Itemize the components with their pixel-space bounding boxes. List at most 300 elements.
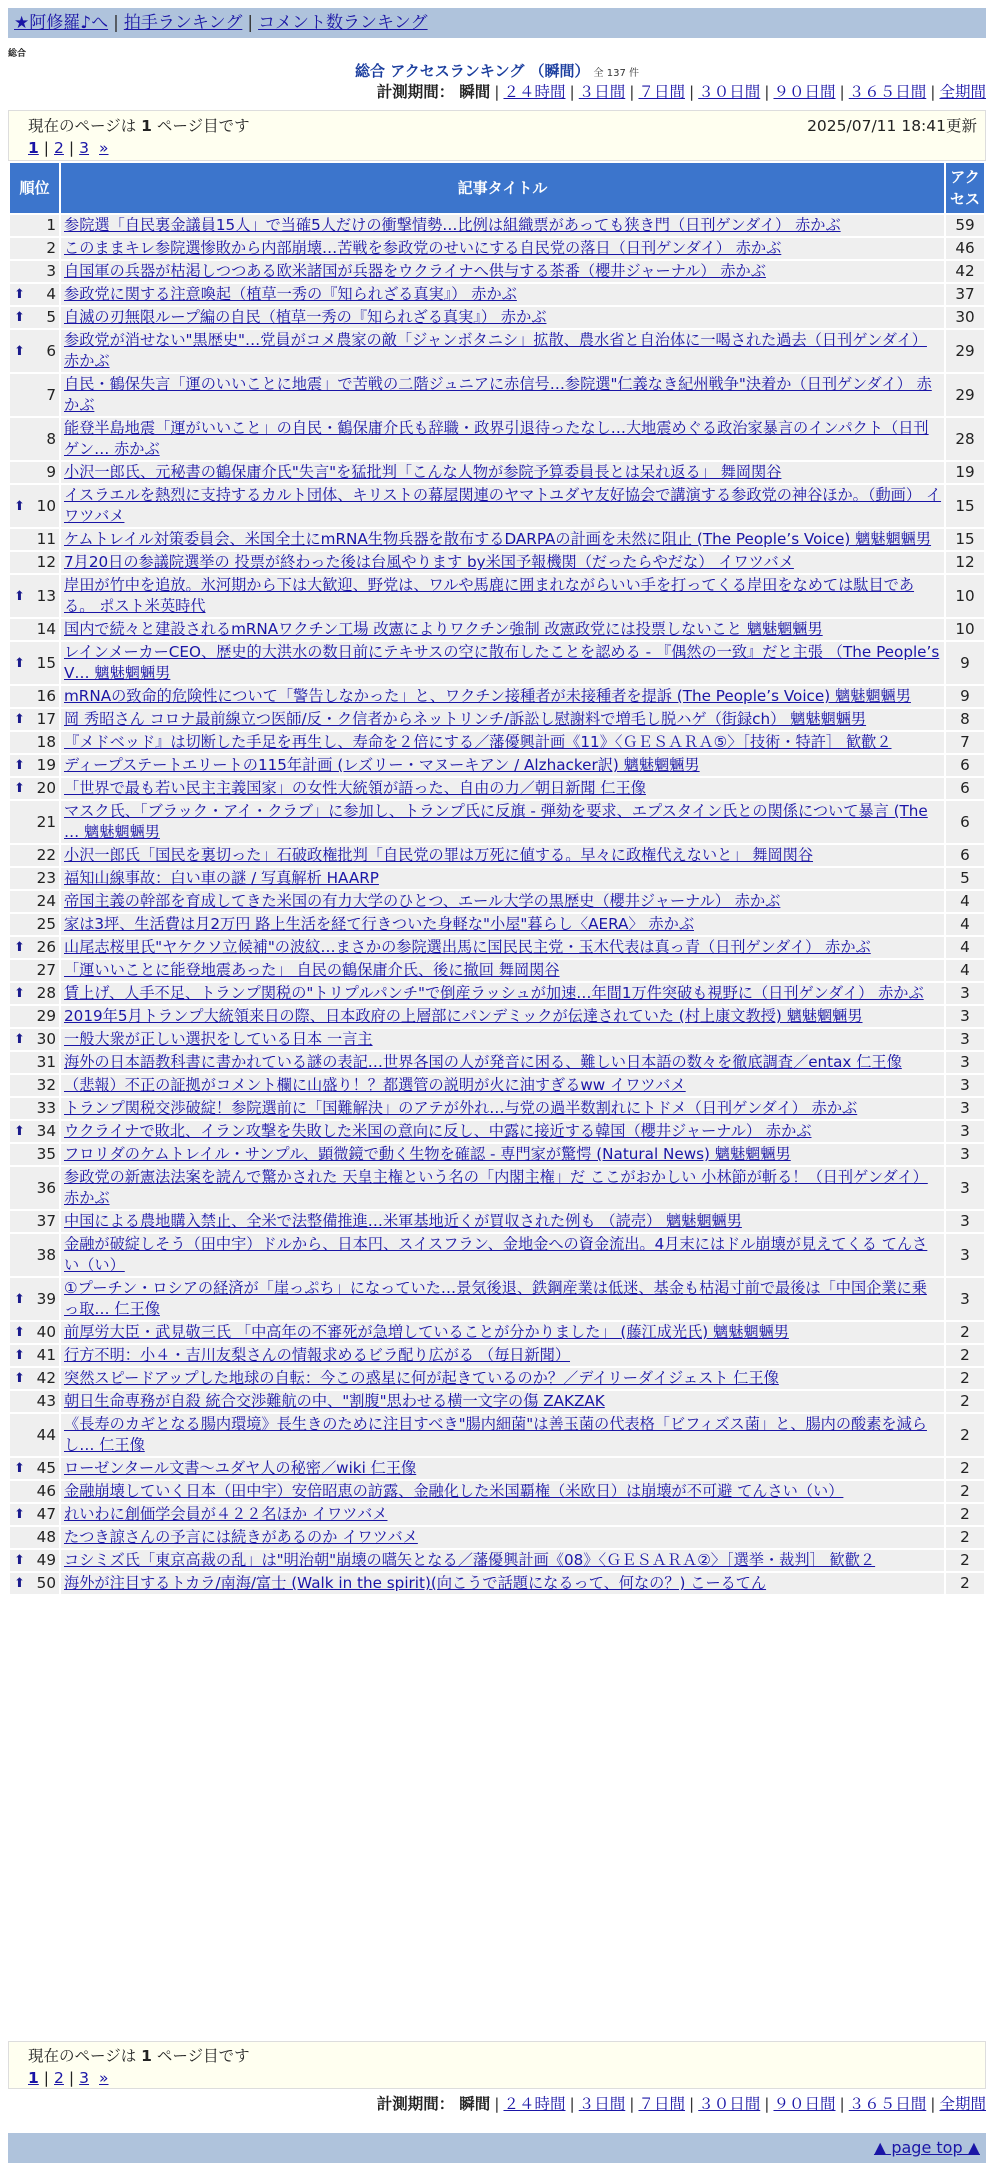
access-count: 2 (946, 1322, 984, 1343)
rank-up-arrow-icon: ⬆ (14, 1553, 25, 1568)
table-row (10, 1278, 984, 1320)
period-365d-link[interactable]: ３６５日間 (848, 83, 927, 101)
title-cell (61, 1504, 944, 1525)
article-link[interactable]: 行方不明：小４・吉川友梨さんの情報求めるビラ配り広がる （毎日新聞） (64, 1346, 571, 1364)
period-90d-link[interactable]: ９０日間 (773, 83, 836, 101)
title-cell (61, 1234, 944, 1276)
rank-up-arrow-icon: ⬆ (14, 1348, 25, 1363)
period-all-link[interactable]: 全期間 (939, 2095, 986, 2113)
article-link[interactable]: たつき諒さんの予言には続きがあるのか イワツバメ (64, 1528, 418, 1546)
rank-number: 1 (46, 216, 56, 234)
title-cell (61, 778, 944, 799)
title-cell (61, 1121, 944, 1142)
article-link[interactable]: ローゼンタール文書〜ユダヤ人の秘密／wiki 仁王像 (64, 1459, 417, 1477)
period-30d-link[interactable]: ３０日間 (698, 2095, 761, 2113)
article-link[interactable]: 岸田が竹中を追放。氷河期から下は大歓迎、野党は、ワルや馬鹿に囲まれながらいい手を打ってくる岸田をなめては駄目である。 ポスト米英時代 (64, 576, 915, 615)
article-link[interactable]: 岡 秀昭さん コロナ最前線立つ医師/反・ク信者からネットリンチ/訴訟し慰謝料で増毛し脱ハゲ（街録ch） 魑魅魍魎男 (64, 710, 867, 728)
rank-cell (10, 418, 59, 460)
rank-cell (10, 1006, 59, 1027)
title-cell (61, 1550, 944, 1571)
rank-cell (10, 238, 59, 259)
period-current: 瞬間 (459, 2095, 491, 2113)
period-7d-link[interactable]: ７日間 (638, 83, 685, 101)
rank-number: 49 (36, 1551, 56, 1569)
access-count: 3 (946, 983, 984, 1004)
period-24h-link[interactable]: ２４時間 (503, 83, 566, 101)
rank-cell (10, 1345, 59, 1366)
article-link[interactable]: マスク氏、「ブラック・アイ・クラブ」に参加し、トランプ氏に反旗 - 弾劾を要求、エプスタイン氏との関係について暴言 (The … 魑魅魍魎男 (64, 802, 928, 841)
access-count: 6 (946, 845, 984, 866)
article-link[interactable]: イスラエルを熱烈に支持するカルト団体、キリストの幕屋関連のヤマトユダヤ友好協会で講演する参政党の神谷ほか。（動画） イワツバメ (64, 486, 942, 525)
rank-cell (10, 1550, 59, 1571)
rank-up-arrow-icon: ⬆ (14, 588, 25, 604)
rank-number: 26 (36, 938, 56, 956)
table-row (10, 1573, 984, 1594)
rank-cell (10, 960, 59, 981)
table-row (10, 891, 984, 912)
table-row (10, 1322, 984, 1343)
title-cell (61, 914, 944, 935)
rank-cell (10, 1167, 59, 1209)
pager-bottom: 1 | 2 | 3 » (28, 2069, 109, 2087)
table-row (10, 1121, 984, 1142)
title-cell (61, 238, 944, 259)
article-link[interactable]: 前厚労大臣・武見敬三氏 「中高年の不審死が急増していることが分かりました」 (藤江成光氏) 魑魅魍魎男 (64, 1323, 789, 1341)
article-link[interactable]: 海外の日本語教科書に書かれている謎の表記…世界各国の人が発音に困る、難しい日本語の数々を徹底調査／entax 仁王像 (64, 1053, 902, 1071)
table-row (10, 215, 984, 236)
table-row (10, 1550, 984, 1571)
pager-page-3[interactable]: 3 (79, 139, 90, 157)
access-count: 3 (946, 1006, 984, 1027)
rank-cell (10, 845, 59, 866)
access-count: 19 (946, 462, 984, 483)
title-cell (61, 552, 944, 573)
table-row (10, 960, 984, 981)
article-link[interactable]: 能登半島地震「運がいいこと」の自民・鶴保庸介氏も辞職・政界引退待ったなし…大地震めぐる政治家暴言のインパクト（日刊ゲン… 赤かぶ (64, 419, 929, 458)
article-link[interactable]: 小沢一郎氏、元秘書の鶴保庸介氏"失言"を猛批判「こんな人物が参院予算委員長とは呆れ返る」 舞岡関谷 (64, 463, 782, 481)
article-link[interactable]: 「世界で最も若い民主主義国家」の女性大統領が語った、自由の力／朝日新聞 仁王像 (64, 779, 646, 797)
access-count: 6 (946, 755, 984, 776)
rank-number: 3 (46, 262, 56, 280)
current-page-text-bottom: 現在のページは 1 ページ目です (28, 2047, 250, 2065)
pager-next[interactable]: » (99, 139, 109, 157)
access-count: 8 (946, 709, 984, 730)
rank-cell (10, 914, 59, 935)
article-link[interactable]: mRNAの致命的危険性について「警告しなかった」と、ワクチン接種者が未接種者を提訴 (The People’s Voice) 魑魅魍魎男 (64, 687, 911, 705)
access-count: 5 (946, 868, 984, 889)
rank-number: 44 (36, 1425, 56, 1444)
pager-page-1[interactable]: 1 (28, 139, 39, 157)
title-cell (61, 619, 944, 640)
rank-number: 4 (46, 285, 56, 303)
pager-page-1[interactable]: 1 (28, 2069, 39, 2087)
rank-up-arrow-icon: ⬆ (14, 986, 25, 1001)
rank-number: 28 (36, 984, 56, 1002)
article-link[interactable]: 突然スピードアップした地球の自転：今この惑星に何が起きているのか？／デイリーダイジェスト 仁王像 (64, 1369, 779, 1387)
title-cell (61, 1391, 944, 1412)
period-all-link[interactable]: 全期間 (939, 83, 986, 101)
comment-ranking-link[interactable]: コメント数ランキング (258, 13, 428, 33)
article-link[interactable]: 一般大衆が正しい選択をしている日本 一言主 (64, 1030, 373, 1048)
table-row (10, 1504, 984, 1525)
rank-cell (10, 755, 59, 776)
title-cell (61, 1075, 944, 1096)
access-count: 3 (946, 1211, 984, 1232)
rank-number: 41 (36, 1346, 56, 1364)
access-count: 3 (946, 1234, 984, 1276)
access-count: 3 (946, 1167, 984, 1209)
rank-cell (10, 801, 59, 843)
section-label: 総合 (8, 49, 27, 59)
access-count: 2 (946, 1458, 984, 1479)
access-count: 2 (946, 1368, 984, 1389)
article-link[interactable]: （悲報）不正の証拠がコメント欄に山盛り！？都選管の説明が火に油すぎるww イワツバメ (64, 1076, 686, 1094)
home-link[interactable]: ★阿修羅♪へ (14, 13, 109, 33)
rank-number: 35 (36, 1145, 56, 1163)
access-count: 59 (946, 215, 984, 236)
rank-number: 16 (36, 687, 56, 705)
rank-cell (10, 215, 59, 236)
current-page-text: 現在のページは 1 ページ目です (28, 117, 250, 135)
rank-up-arrow-icon: ⬆ (14, 1032, 25, 1047)
updated-time: 2025/07/11 18:41更新 (807, 117, 977, 135)
article-link[interactable]: 自民・鶴保失言「運のいいことに地震」で苦戦の二階ジュニアに赤信号…参院選"仁義なき紀州戦争"決着か（日刊ゲンダイ） 赤かぶ (64, 375, 932, 414)
period-selector-top: 計測期間： 瞬間 | ２４時間 | ３日間 | ７日間 | ３０日間 | ９０日間 | ３６５日間 | 全期間 (376, 83, 986, 101)
rank-cell (10, 778, 59, 799)
table-row (10, 1527, 984, 1548)
title-cell (61, 1052, 944, 1073)
access-count: 2 (946, 1414, 984, 1456)
applause-ranking-link[interactable]: 拍手ランキング (123, 13, 243, 33)
title-cell (61, 1211, 944, 1232)
table-row (10, 1391, 984, 1412)
pager-page-2[interactable]: 2 (54, 2069, 64, 2087)
rank-cell (10, 1573, 59, 1594)
rank-cell (10, 1481, 59, 1502)
article-link[interactable]: 小沢一郎氏「国民を裏切った」石破政権批判「自民党の罪は万死に値する。早々に政権代えないと」 舞岡関谷 (64, 846, 814, 864)
article-link[interactable]: コシミズ氏「東京高裁の乱」は"明治朝"崩壊の嚆矢となる／藩優興計画《08》〈ＧＥＳＡＲＡ②〉［選挙・裁判］ 歓歡２ (64, 1551, 876, 1569)
title-cell (61, 1458, 944, 1479)
article-link[interactable]: 海外が注目するトカラ/南海/富士 (Walk in the spirit)(向こうで話題になるって、何なの？) こーるてん (64, 1574, 767, 1592)
article-link[interactable]: レインメーカーCEO、歴史的大洪水の数日前にテキサスの空に散布したことを認める - 『偶然の一致』だと主張 （The People’s V… 魑魅魍魎男 (64, 643, 940, 682)
ranking-table (8, 161, 986, 1596)
rank-cell (10, 552, 59, 573)
rank-number: 50 (36, 1574, 56, 1592)
rank-cell (10, 891, 59, 912)
item-count: 全 137 件 (593, 68, 639, 79)
rank-cell (10, 575, 59, 617)
table-row (10, 529, 984, 550)
article-link[interactable]: 金融崩壊していく日本（田中宇）安倍昭恵の訪露、金融化した米国覇権（米欧日）は崩壊が不可避 てんさい（い） (64, 1482, 844, 1500)
title-cell (61, 462, 944, 483)
period-3d-link[interactable]: ３日間 (578, 2095, 626, 2113)
rank-cell (10, 868, 59, 889)
table-row (10, 1075, 984, 1096)
access-count: 6 (946, 801, 984, 843)
access-count: 10 (946, 575, 984, 617)
rank-number: 22 (36, 846, 56, 864)
access-count: 3 (946, 1052, 984, 1073)
article-link[interactable]: トランプ関税交渉破綻！参院選前に「国難解決」のアテが外れ…与党の過半数割れにトドメ（日刊ゲンダイ） 赤かぶ (64, 1099, 858, 1117)
title-cell (61, 418, 944, 460)
access-count: 2 (946, 1573, 984, 1594)
rank-up-arrow-icon: ⬆ (14, 1576, 25, 1591)
table-row (10, 709, 984, 730)
rank-cell (10, 1029, 59, 1050)
article-link[interactable]: 金融が破綻しそう（田中宇）ドルから、日本円、スイスフラン、金地金への資金流出。4月末にはドル崩壊が見えてくる てんさい（い） (64, 1235, 928, 1274)
title-cell (61, 1029, 944, 1050)
rank-number: 38 (36, 1245, 56, 1264)
rank-cell (10, 485, 59, 527)
title-cell (61, 1414, 944, 1456)
period-current: 瞬間 (459, 83, 491, 101)
rank-cell (10, 1391, 59, 1412)
rank-number: 5 (46, 308, 56, 326)
period-label: 計測期間： (376, 2095, 455, 2113)
rank-number: 30 (36, 1030, 56, 1048)
access-count: 4 (946, 960, 984, 981)
table-row (10, 462, 984, 483)
access-count: 4 (946, 937, 984, 958)
rank-up-arrow-icon: ⬆ (14, 781, 25, 796)
rank-up-arrow-icon: ⬆ (14, 343, 25, 359)
pager-page-3[interactable]: 3 (79, 2069, 90, 2087)
rank-up-arrow-icon: ⬆ (14, 1507, 25, 1522)
rank-cell (10, 1368, 59, 1389)
title-cell (61, 485, 944, 527)
table-row (10, 284, 984, 305)
rank-number: 14 (36, 620, 56, 638)
title-cell (61, 983, 944, 1004)
ranking-table-body (10, 215, 984, 1594)
article-link[interactable]: 自国軍の兵器が枯渇しつつある欧米諸国が兵器をウクライナへ供与する茶番（櫻井ジャーナル） 赤かぶ (64, 262, 766, 280)
rank-cell (10, 1504, 59, 1525)
rank-up-arrow-icon: ⬆ (14, 712, 25, 727)
title-cell (61, 215, 944, 236)
rank-header: 順位 (10, 163, 59, 213)
rank-cell (10, 1121, 59, 1142)
access-count: 9 (946, 686, 984, 707)
article-link[interactable]: 参政党が消せない"黒歴史"…党員がコメ農家の敵「ジャンボタニシ」拡散、農水省と自治体に一喝された過去（日刊ゲンダイ） 赤かぶ (64, 331, 927, 370)
rank-number: 32 (36, 1076, 56, 1094)
rank-number: 13 (36, 586, 56, 605)
table-row (10, 1029, 984, 1050)
article-link[interactable]: 参院選「自民裏金議員15人」で当確5人だけの衝撃情勢…比例は組織票があっても狭き門（日刊ゲンダイ） 赤かぶ (64, 216, 841, 234)
rank-number: 6 (46, 341, 56, 360)
article-link[interactable]: ディープステートエリートの115年計画 (レズリー・マヌーキアン / Alzhacker訳) 魑魅魍魎男 (64, 756, 700, 774)
page-info-top (8, 110, 986, 161)
rank-cell (10, 1098, 59, 1119)
rank-cell (10, 1527, 59, 1548)
table-row (10, 1234, 984, 1276)
article-link[interactable]: 「運いいことに能登地震あった」 自民の鶴保庸介氏、後に撤回 舞岡関谷 (64, 961, 560, 979)
article-link[interactable]: ウクライナで敗北、イラン攻撃を失敗した米国の意向に反し、中露に接近する韓国（櫻井ジャーナル） 赤かぶ (64, 1122, 812, 1140)
title-cell (61, 709, 944, 730)
rank-number: 8 (46, 429, 56, 448)
title-cell (61, 1368, 944, 1389)
rank-up-arrow-icon: ⬆ (14, 1325, 25, 1340)
page-top-link[interactable]: ▲ page top ▲ (873, 2138, 980, 2157)
period-label: 計測期間： (376, 83, 455, 101)
table-row (10, 1006, 984, 1027)
access-count: 15 (946, 529, 984, 550)
article-link[interactable]: 賃上げ、人手不足、トランプ関税の"トリプルパンチ"で倒産ラッシュが加速…年間1万件突破も視野に（日刊ゲンダイ） 赤かぶ (64, 984, 924, 1002)
title-cell (61, 575, 944, 617)
pager-next[interactable]: » (99, 2069, 109, 2087)
rank-cell (10, 284, 59, 305)
rank-cell (10, 983, 59, 1004)
rank-number: 47 (36, 1505, 56, 1523)
rank-number: 43 (36, 1392, 56, 1410)
access-count: 4 (946, 891, 984, 912)
rank-number: 20 (36, 779, 56, 797)
rank-cell (10, 307, 59, 328)
rank-up-arrow-icon: ⬆ (14, 940, 25, 955)
table-row (10, 552, 984, 573)
rank-cell (10, 529, 59, 550)
article-link[interactable]: 朝日生命専務が自殺 統合交渉難航の中、"割腹"思わせる横一文字の傷 ZAKZAK (64, 1392, 605, 1410)
table-row (10, 845, 984, 866)
article-link[interactable]: 参政党の新憲法法案を読んで驚かされた 天皇主権という名の「内閣主権」だ ここがおかしい 小林節が斬る！（日刊ゲンダイ） 赤かぶ (64, 1168, 928, 1207)
article-link[interactable]: ①プーチン・ロシアの経済が「崖っぷち」になっていた…景気後退、鉄鋼産業は低迷、基金も枯渇寸前で最後は「中国企業に乗っ取… 仁王像 (64, 1279, 927, 1318)
rank-number: 12 (36, 553, 56, 571)
table-row (10, 914, 984, 935)
rank-up-arrow-icon: ⬆ (14, 310, 25, 325)
rank-number: 24 (36, 892, 56, 910)
article-link[interactable]: フロリダのケムトレイル・サンプル、顕微鏡で動く生物を確認 - 専門家が驚愕 (Natural News) 魑魅魍魎男 (64, 1145, 791, 1163)
table-row (10, 374, 984, 416)
period-30d-link[interactable]: ３０日間 (698, 83, 761, 101)
rank-cell (10, 1458, 59, 1479)
table-row (10, 755, 984, 776)
article-link[interactable]: 国内で続々と建設されるmRNAワクチン工場 改憲によりワクチン強制 改憲政党には投票しないこと 魑魅魍魎男 (64, 620, 823, 638)
rank-number: 39 (36, 1289, 56, 1308)
article-link[interactable]: 山尾志桜里氏"ヤケクソ立候補"の波紋…まさかの参院選出馬に国民民主党・玉木代表は真っ青（日刊ゲンダイ） 赤かぶ (64, 938, 871, 956)
article-link[interactable]: 2019年5月トランプ大統領来日の際、日本政府の上層部にパンデミックが伝達されていた (村上康文教授) 魑魅魍魎男 (64, 1007, 863, 1025)
article-link[interactable]: 参政党に関する注意喚起（植草一秀の『知られざる真実』） 赤かぶ (64, 285, 517, 303)
table-row (10, 1481, 984, 1502)
rank-up-arrow-icon: ⬆ (14, 1461, 25, 1476)
title-cell (61, 755, 944, 776)
rank-cell (10, 1322, 59, 1343)
table-row (10, 1052, 984, 1073)
access-count: 2 (946, 1391, 984, 1412)
period-365d-link[interactable]: ３６５日間 (848, 2095, 927, 2113)
rank-cell (10, 642, 59, 684)
access-count: 2 (946, 1481, 984, 1502)
rank-number: 42 (36, 1369, 56, 1387)
rank-cell (10, 709, 59, 730)
article-link[interactable]: このままキレ参院選惨敗から内部崩壊…苦戦を参政党のせいにする自民党の落日（日刊ゲンダイ） 赤かぶ (64, 239, 782, 257)
access-count: 2 (946, 1527, 984, 1548)
rank-up-arrow-icon: ⬆ (14, 1124, 25, 1139)
rank-up-arrow-icon: ⬆ (14, 655, 25, 671)
title-cell (61, 1322, 944, 1343)
rank-cell (10, 330, 59, 372)
period-selector-bottom: 計測期間： 瞬間 | ２４時間 | ３日間 | ７日間 | ３０日間 | ９０日間 | ３６５日間 | 全期間 (376, 2095, 986, 2113)
rank-cell (10, 1278, 59, 1320)
access-count: 29 (946, 374, 984, 416)
footer-bar (8, 2133, 986, 2163)
article-link[interactable]: ケムトレイル対策委員会、米国全土にmRNA生物兵器を散布するDARPAの計画を未然に阻止 (The People’s Voice) 魑魅魍魎男 (64, 530, 932, 548)
article-link[interactable]: 『メドベッド』は切断した手足を再生し、寿命を２倍にする／藩優興計画《11》〈ＧＥＳＡＲＡ⑤〉［技術・特許］ 歓歡２ (64, 733, 892, 751)
table-row (10, 619, 984, 640)
access-count: 3 (946, 1278, 984, 1320)
rank-cell (10, 619, 59, 640)
rank-cell (10, 261, 59, 282)
article-link[interactable]: 家は3坪、生活費は月2万円 路上生活を経て行きついた身軽な"小屋"暮らし〈AERA〉 赤かぶ (64, 915, 695, 933)
title-cell (61, 1573, 944, 1594)
table-row (10, 575, 984, 617)
table-row (10, 1414, 984, 1456)
period-7d-link[interactable]: ７日間 (638, 2095, 685, 2113)
table-row (10, 1345, 984, 1366)
access-count: 7 (946, 732, 984, 753)
article-link[interactable]: 7月20日の参議院選挙の 投票が終わった後は台風やります by米国予報機関（だったらやだな） イワツバメ (64, 553, 794, 571)
access-count: 4 (946, 914, 984, 935)
title-cell (61, 1278, 944, 1320)
pager-page-2[interactable]: 2 (54, 139, 64, 157)
period-3d-link[interactable]: ３日間 (578, 83, 626, 101)
title-cell (61, 1527, 944, 1548)
rank-up-arrow-icon: ⬆ (14, 758, 25, 773)
rank-cell (10, 937, 59, 958)
rank-number: 23 (36, 869, 56, 887)
article-link[interactable]: 中国による農地購入禁止、全米で法整備推進…米軍基地近くが買収された例も （読売） 魑魅魍魎男 (64, 1212, 742, 1230)
article-link[interactable]: 自滅の刃無限ループ編の自民（植草一秀の『知られざる真実』） 赤かぶ (64, 308, 547, 326)
title-cell (61, 1144, 944, 1165)
access-header: アクセス (946, 163, 984, 213)
access-count: 30 (946, 307, 984, 328)
article-link[interactable]: れいわに創価学会員が４２２名ほか イワツバメ (64, 1505, 388, 1523)
access-count: 12 (946, 552, 984, 573)
title-cell (61, 642, 944, 684)
table-row (10, 778, 984, 799)
access-count: 42 (946, 261, 984, 282)
table-row (10, 1167, 984, 1209)
top-nav-bar: ★阿修羅♪へ | 拍手ランキング | コメント数ランキング (8, 8, 986, 38)
page-info-bottom (8, 2041, 986, 2089)
period-24h-link[interactable]: ２４時間 (503, 2095, 566, 2113)
table-row (10, 732, 984, 753)
article-link[interactable]: 帝国主義の幹部を育成してきた米国の有力大学のひとつ、エール大学の黒歴史（櫻井ジャーナル） 赤かぶ (64, 892, 781, 910)
title-cell (61, 732, 944, 753)
title-cell (61, 1006, 944, 1027)
title-cell (61, 1345, 944, 1366)
rank-up-arrow-icon: ⬆ (14, 287, 25, 302)
access-count: 37 (946, 284, 984, 305)
rank-up-arrow-icon: ⬆ (14, 1291, 25, 1307)
article-link[interactable]: 《長寿のカギとなる腸内環境》長生きのために注目すべき"腸内細菌"は善玉菌の代表格「ビフィズス菌」と、腸内の酸素を減らし… 仁王像 (64, 1415, 927, 1454)
rank-number: 7 (46, 385, 56, 404)
rank-number: 48 (36, 1528, 56, 1546)
access-count: 10 (946, 619, 984, 640)
table-row (10, 1458, 984, 1479)
table-row (10, 307, 984, 328)
access-count: 3 (946, 1144, 984, 1165)
access-count: 3 (946, 1098, 984, 1119)
period-90d-link[interactable]: ９０日間 (773, 2095, 836, 2113)
rank-number: 18 (36, 733, 56, 751)
rank-number: 19 (36, 756, 56, 774)
rank-cell (10, 686, 59, 707)
table-row (10, 1098, 984, 1119)
article-link[interactable]: 福知山線事故：白い車の謎 / 写真解析 HAARP (64, 869, 379, 887)
rank-number: 40 (36, 1323, 56, 1341)
table-row (10, 330, 984, 372)
title-cell (61, 891, 944, 912)
rank-cell (10, 1144, 59, 1165)
